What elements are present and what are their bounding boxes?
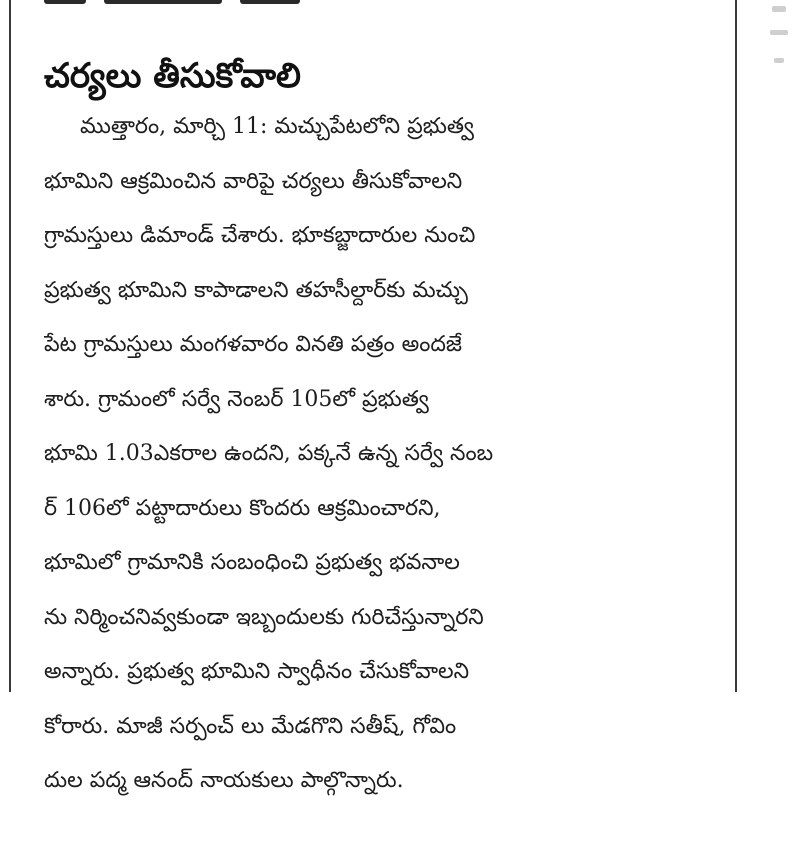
column-rule-left bbox=[9, 0, 11, 692]
article-line: కోరారు. మాజీ సర్పంచ్ లు మేడగొని సతీష్, గోవిం bbox=[44, 713, 457, 739]
column-rule-right bbox=[735, 0, 737, 692]
cut-text-fragment bbox=[240, 0, 300, 4]
article-line: ముత్తారం, మార్చి 11: మచ్చుపేటలోని ప్రభుత్వ bbox=[80, 114, 474, 139]
article-line: అన్నారు. ప్రభుత్వ భూమిని స్వాధీనం చేసుకోవాలని bbox=[44, 659, 470, 684]
article-line: పేట గ్రామస్తులు మంగళవారం వినతి పత్రం అందజే bbox=[44, 332, 462, 357]
article-line: శారు. గ్రామంలో సర్వే నెంబర్ 105లో ప్రభుత్వ bbox=[44, 386, 429, 412]
cut-text-fragment bbox=[44, 0, 86, 4]
article-line: గ్రామస్తులు డిమాండ్ చేశారు. భూకబ్జాదారుల నుంచి bbox=[44, 223, 476, 248]
article-line: ర్ 106లో పట్టాదారులు కొందరు ఆక్రమించారని, bbox=[44, 495, 441, 521]
article-body bbox=[44, 100, 726, 809]
cut-text-fragment bbox=[104, 0, 222, 4]
article-line: ను నిర్మించనివ్వకుండా ఇబ్బందులకు గురిచేస్తున్నారని bbox=[44, 604, 484, 630]
article-headline: చర్యలు తీసుకోవాలి bbox=[44, 55, 301, 96]
article-line: దుల పద్మ ఆనంద్ నాయకులు పాల్గొన్నారు. bbox=[44, 768, 404, 793]
article-line: భూమిలో గ్రామానికి సంబంధించి ప్రభుత్వ భవనాల bbox=[44, 550, 460, 575]
article-line: భూమి 1.03ఎకరాల ఉందని, పక్కనే ఉన్న సర్వే నంబ bbox=[44, 441, 494, 466]
adjacent-column-edge bbox=[768, 0, 800, 80]
cut-off-previous-text bbox=[44, 0, 344, 6]
article-line: భూమిని ఆక్రమించిన వారిపై చర్యలు తీసుకోవాలని bbox=[44, 168, 463, 194]
article-line: ప్రభుత్వ భూమిని కాపాడాలని తహసీల్దార్‌కు మచ్చు bbox=[44, 277, 468, 303]
